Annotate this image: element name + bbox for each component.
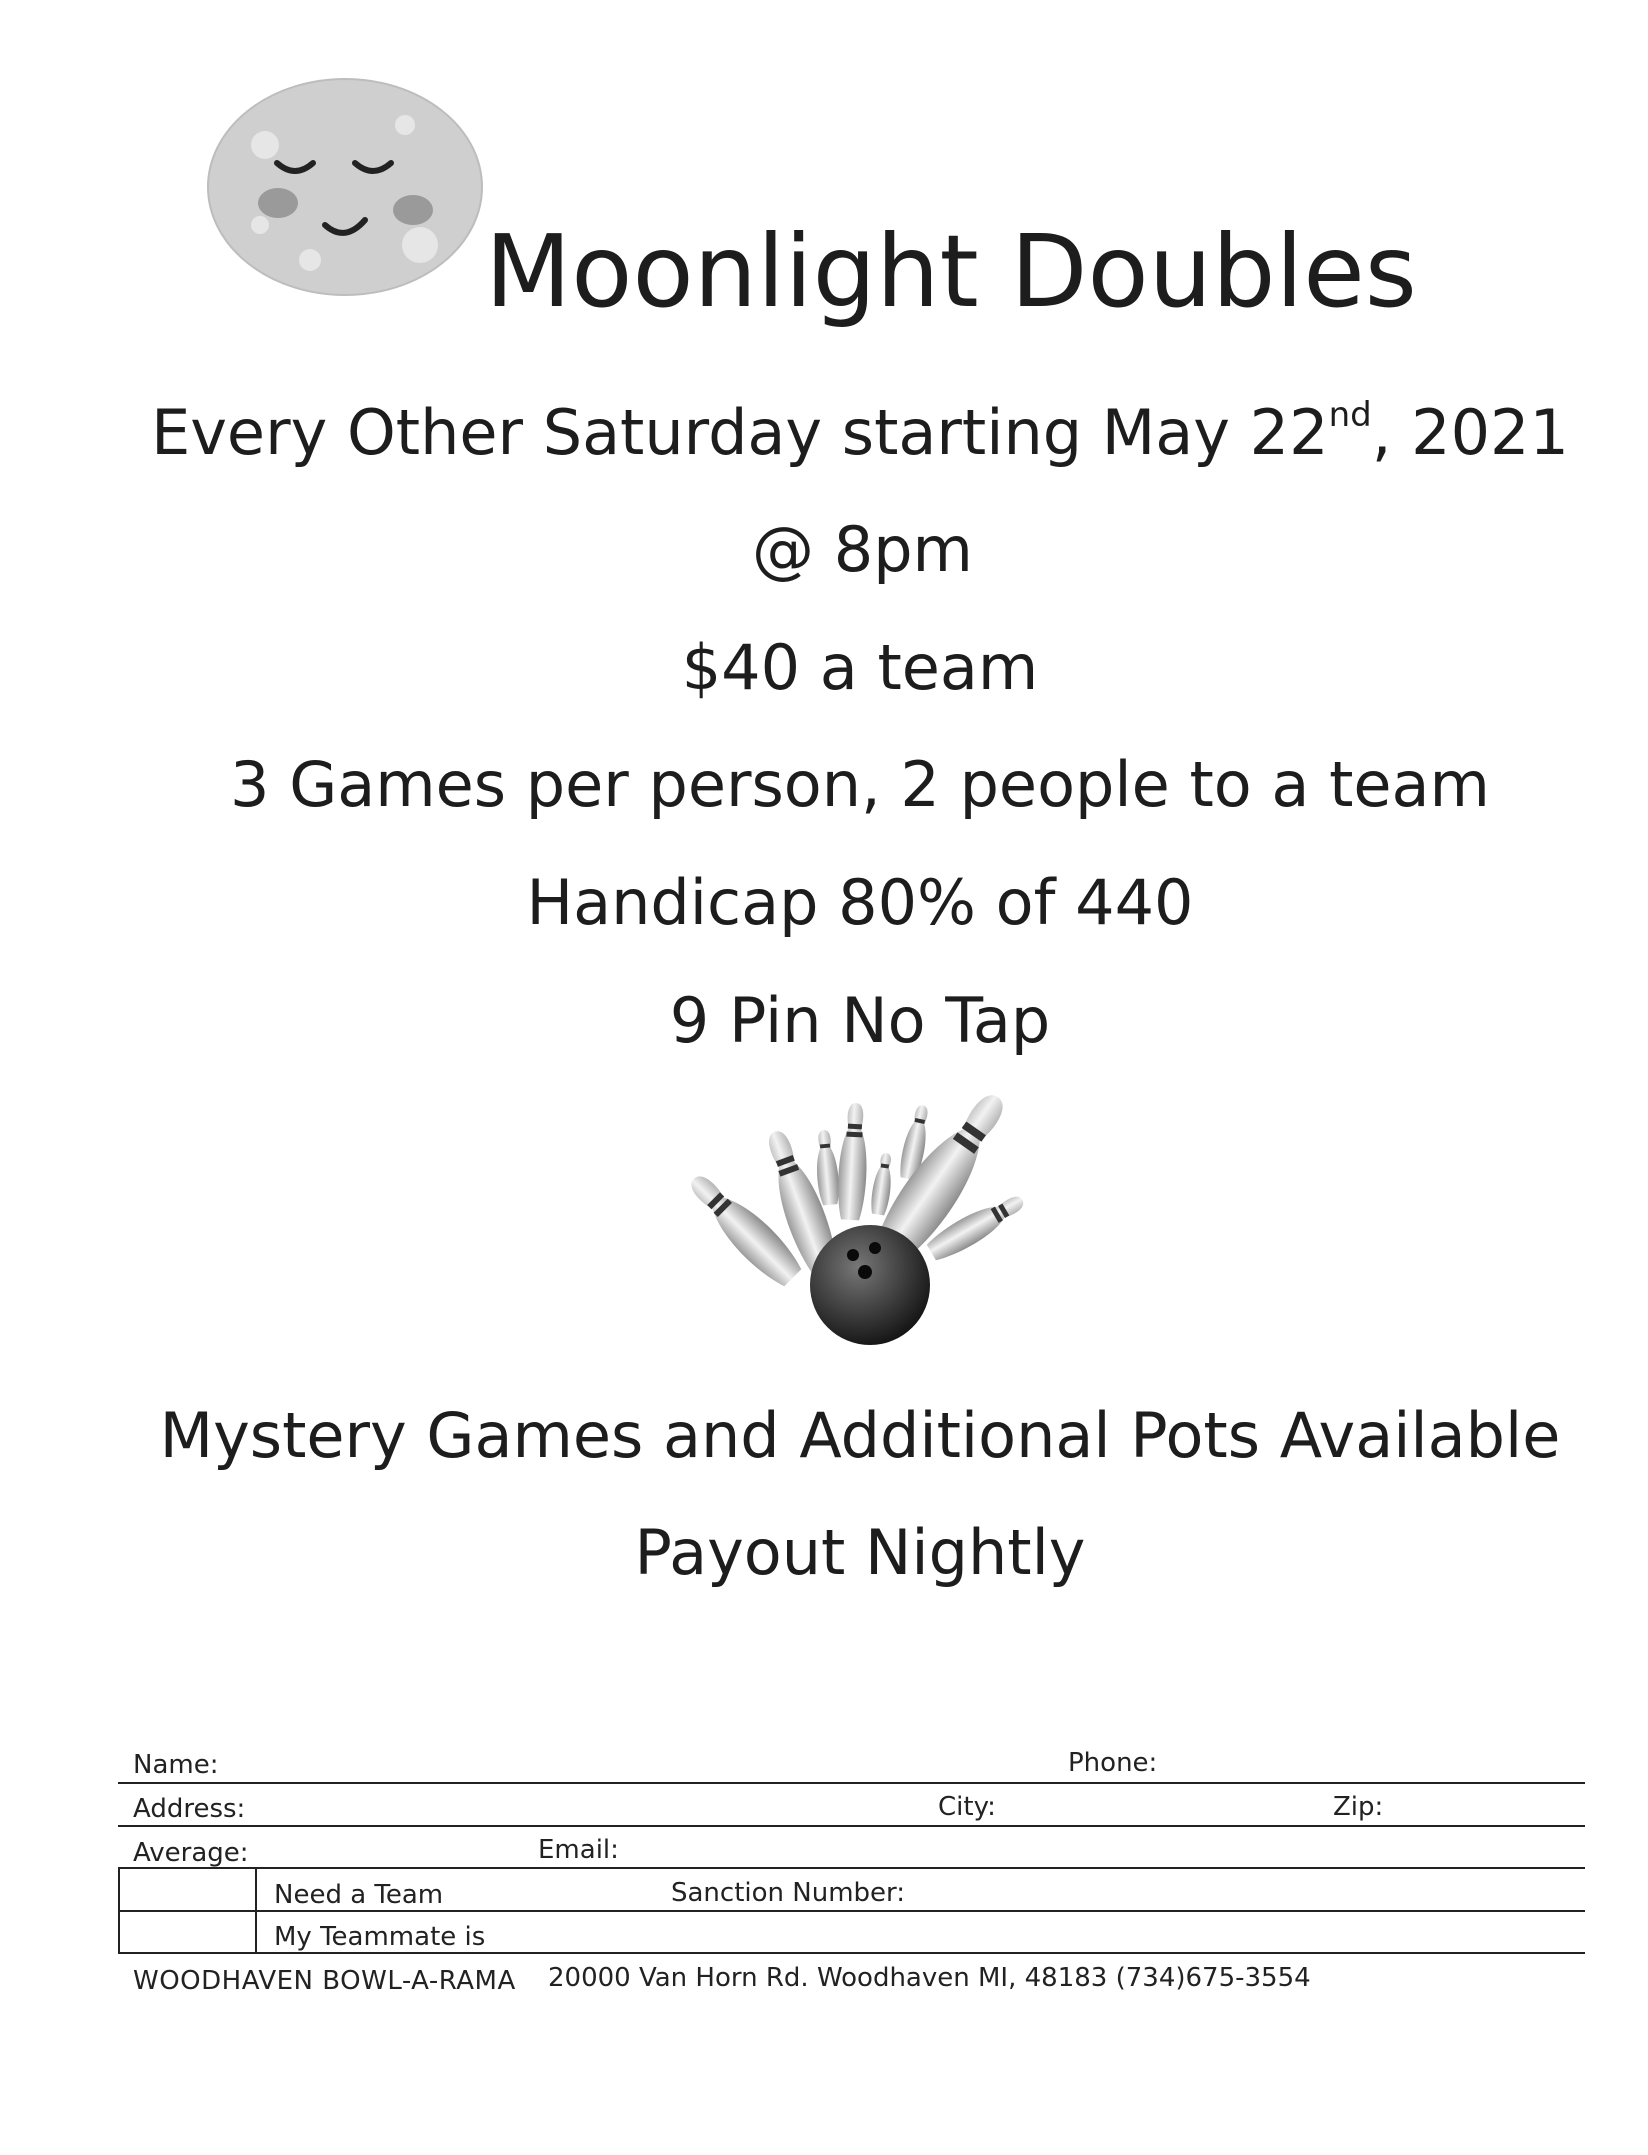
sanction-label: Sanction Number: xyxy=(671,1878,906,1908)
event-handicap: Handicap 80% of 440 xyxy=(526,866,1194,939)
event-extras: Mystery Games and Additional Pots Available xyxy=(159,1399,1561,1472)
sleeping-moon-icon xyxy=(205,75,485,300)
event-time: @ 8pm xyxy=(752,513,973,586)
average-email-line[interactable] xyxy=(118,1867,1585,1869)
event-format: 9 Pin No Tap xyxy=(669,984,1051,1057)
schedule-year: , 2021 xyxy=(1371,396,1569,469)
event-games: 3 Games per person, 2 people to a team xyxy=(230,748,1490,821)
city-label: City: xyxy=(938,1792,996,1822)
business-name: WOODHAVEN BOWL-A-RAMA xyxy=(133,1966,516,1996)
teammate-line[interactable] xyxy=(118,1952,1585,1954)
name-line[interactable] xyxy=(118,1782,1585,1784)
business-address: 20000 Van Horn Rd. Woodhaven MI, 48183 (734)675-3554 xyxy=(548,1963,1311,1993)
need-team-checkbox[interactable] xyxy=(120,1869,253,1909)
address-line[interactable] xyxy=(118,1825,1585,1827)
phone-label: Phone: xyxy=(1068,1748,1158,1778)
average-label: Average: xyxy=(133,1838,249,1868)
event-fee: $40 a team xyxy=(681,631,1039,704)
zip-label: Zip: xyxy=(1333,1792,1384,1822)
need-team-label: Need a Team xyxy=(274,1880,444,1910)
schedule-ordinal: nd xyxy=(1328,395,1372,435)
event-title: Moonlight Doubles xyxy=(485,213,1417,330)
email-label: Email: xyxy=(538,1835,619,1865)
teammate-label: My Teammate is xyxy=(274,1922,486,1952)
address-label: Address: xyxy=(133,1794,246,1824)
name-label: Name: xyxy=(133,1750,219,1780)
schedule-text: Every Other Saturday starting May 22 xyxy=(151,396,1329,469)
need-team-line[interactable] xyxy=(118,1910,1585,1912)
checkbox-column-right-border xyxy=(255,1867,257,1952)
teammate-checkbox[interactable] xyxy=(120,1912,253,1951)
bowling-strike-icon xyxy=(675,1090,1065,1360)
event-schedule xyxy=(0,395,1648,471)
event-payout: Payout Nightly xyxy=(634,1516,1086,1589)
